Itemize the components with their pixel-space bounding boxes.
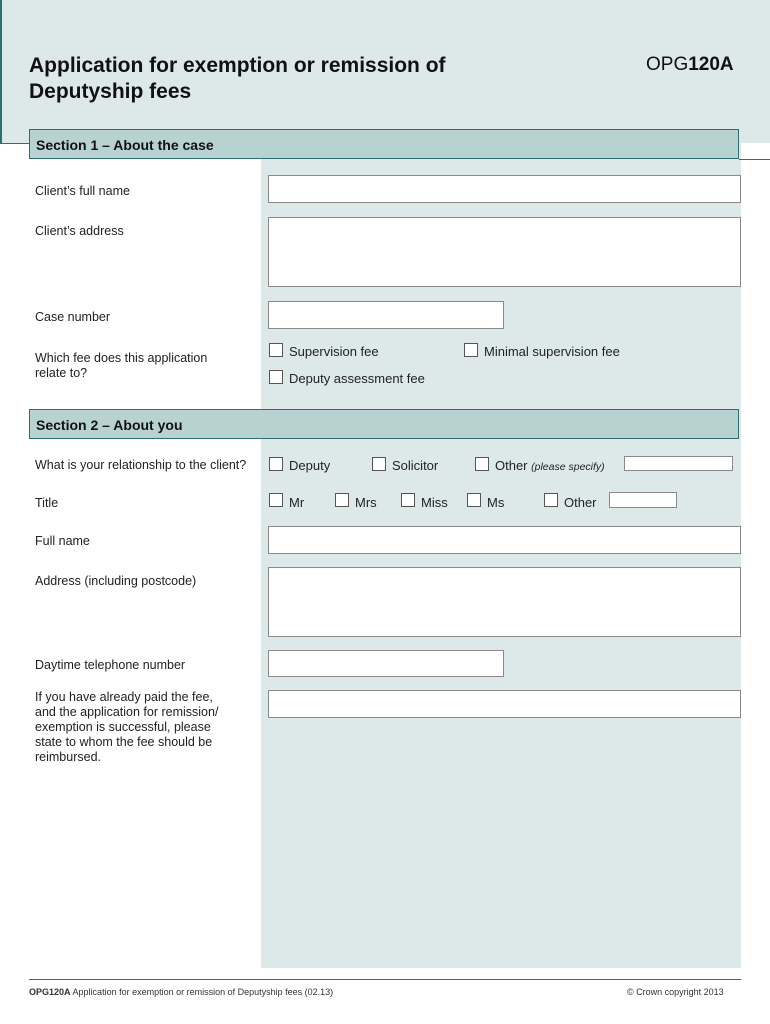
footer-copyright: © Crown copyright 2013 [627,987,724,997]
reimburse-line-5: reimbursed. [35,750,101,764]
footer-description: Application for exemption or remission of Deputyship fees (02.13) [72,987,334,997]
title-line-1: Application for exemption or remission of [29,54,446,77]
relationship-label: What is your relationship to the client? [35,458,247,472]
fee-question-line-2: relate to? [35,366,88,380]
relationship-other-input[interactable] [624,456,733,471]
form-code-prefix: OPG [646,54,689,75]
header-left-rule [0,0,2,143]
title-other-input[interactable] [609,492,677,508]
title-ms-label: Ms [487,495,505,510]
minimal-supervision-fee-checkbox[interactable] [464,343,478,357]
relationship-other-text: Other [495,458,528,473]
address-label: Address (including postcode) [35,574,197,588]
title-mrs-label: Mrs [355,495,377,510]
relationship-solicitor-checkbox[interactable] [372,457,386,471]
relationship-other-checkbox[interactable] [475,457,489,471]
relationship-deputy-label: Deputy [289,458,331,473]
section2-header [29,409,739,439]
relationship-other-label [495,458,605,473]
fee-question-line-1: Which fee does this application [35,351,208,365]
title-mrs-checkbox[interactable] [335,493,349,507]
section1-lead-line [0,143,30,144]
reimburse-line-2: and the application for remission/ [35,705,219,719]
page-title [29,53,549,105]
phone-label: Daytime telephone number [35,658,186,672]
reimburse-line-4: state to whom the fee should be [35,735,213,749]
relationship-other-hint: (please specify) [531,461,605,473]
title-miss-checkbox[interactable] [401,493,415,507]
title-line-2: Deputyship fees [29,80,192,103]
title-miss-label: Miss [421,495,448,510]
section2-heading: Section 2 – About you [36,417,183,433]
title-ms-checkbox[interactable] [467,493,481,507]
client-address-input[interactable] [268,217,741,287]
title-other-checkbox[interactable] [544,493,558,507]
supervision-fee-checkbox[interactable] [269,343,283,357]
relationship-solicitor-label: Solicitor [392,458,439,473]
reimburse-label [35,690,255,765]
deputy-assessment-fee-label: Deputy assessment fee [289,371,425,386]
reimburse-line-1: If you have already paid the fee, [35,690,213,704]
full-name-label: Full name [35,534,90,548]
footer-rule [29,979,741,980]
phone-input[interactable] [268,650,504,677]
section1-header [29,129,739,159]
reimburse-input[interactable] [268,690,741,718]
deputy-assessment-fee-checkbox[interactable] [269,370,283,384]
case-number-label: Case number [35,310,111,324]
supervision-fee-label: Supervision fee [289,344,379,359]
section1-heading: Section 1 – About the case [36,137,214,153]
form-code [646,54,734,76]
client-name-input[interactable] [268,175,741,203]
title-label: Title [35,496,59,510]
case-number-input[interactable] [268,301,504,329]
minimal-supervision-fee-label: Minimal supervision fee [484,344,620,359]
reimburse-line-3: exemption is successful, please [35,720,211,734]
footer-form-info [29,987,333,997]
client-name-label: Client’s full name [35,184,130,198]
title-mr-label: Mr [289,495,305,510]
title-mr-checkbox[interactable] [269,493,283,507]
section1-tail-line [739,159,770,160]
relationship-deputy-checkbox[interactable] [269,457,283,471]
form-code-number: 120A [688,54,734,75]
full-name-input[interactable] [268,526,741,554]
title-other-label: Other [564,495,597,510]
fee-question-label [35,351,207,381]
footer-form-code: OPG120A [29,987,71,997]
client-address-label: Client’s address [35,224,124,238]
address-input[interactable] [268,567,741,637]
